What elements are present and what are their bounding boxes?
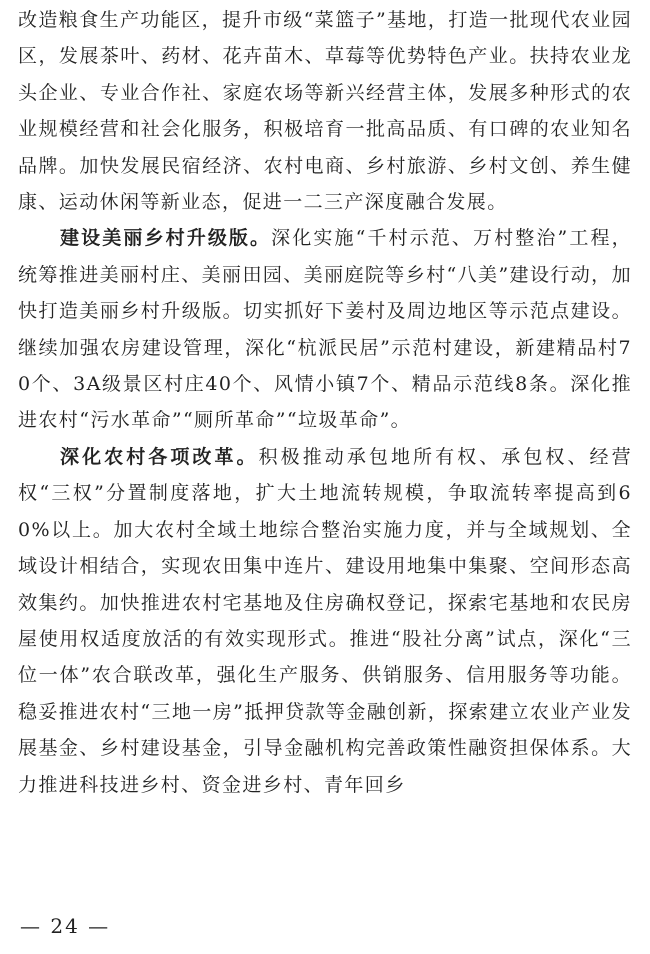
page-number: — 24 — [20, 914, 111, 938]
paragraph-agriculture-industry [18, 2, 632, 220]
paragraph-body: 改造粮食生产功能区，提升市级“菜篮子”基地，打造一批现代农业园区，发展茶叶、药材、花卉苗木、草莓等优势特色产业。扶持农业龙头企业、专业合作社、家庭农场等新兴经营主体，发展多种形式的农业规模经营和社会化服务，积极培育一批高品质、有口碑的农业知名品牌。加快发展民宿经济、农村电商、乡村旅游、乡村文创、养生健康、运动休闲等新业态，促进一二三产深度融合发展。 [18, 9, 632, 214]
paragraph-lead: 建设美丽乡村升级版。 [60, 227, 272, 250]
paragraph-lead: 深化农村各项改革。 [60, 445, 259, 468]
paragraph-body: 积极推动承包地所有权、承包权、经营权“三权”分置制度落地，扩大土地流转规模，争取流转率提高到60%以上。加大农村全域土地综合整治实施力度，并与全域规划、全域设计相结合，实现农田集中连片、建设用地集中集聚、空间形态高效集约。加快推进农村宅基地及住房确权登记，探索宅基地和农民房屋使用权适度放活的有效实现形式。推进“股社分离”试点，深化“三位一体”农合联改革，强化生产服务、供销服务、信用服务等功能。稳妥推进农村“三地一房”抵押贷款等金融创新，探索建立农业产业发展基金、乡村建设基金，引导金融机构完善政策性融资担保体系。大力推进科技进乡村、资金进乡村、青年回乡 [18, 445, 632, 796]
paragraph-rural-reform [18, 439, 632, 803]
document-page [18, 2, 632, 803]
paragraph-body: 深化实施“千村示范、万村整治”工程，统筹推进美丽村庄、美丽田园、美丽庭院等乡村“八美”建设行动，加快打造美丽乡村升级版。切实抓好下姜村及周边地区等示范点建设。继续加强农房建设管理，深化“杭派民居”示范村建设，新建精品村70个、3A级景区村庄40个、风情小镇7个、精品示范线8条。深化推进农村“污水革命”“厕所革命”“垃圾革命”。 [18, 227, 632, 432]
paragraph-beautiful-village [18, 220, 632, 438]
